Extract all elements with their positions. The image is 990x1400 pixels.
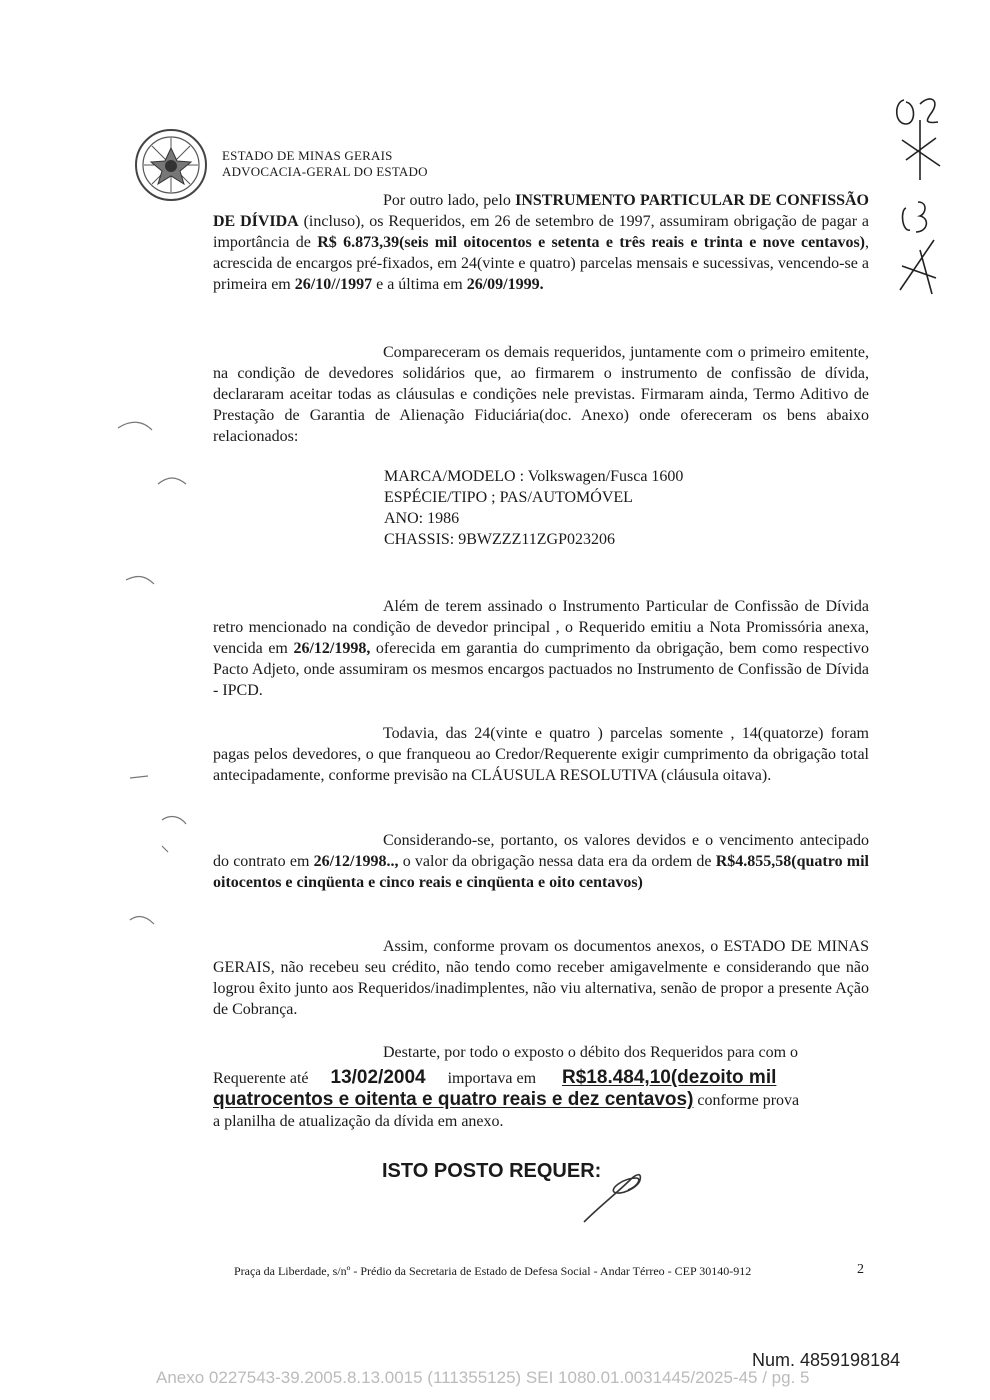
paragraph-5 [213, 830, 869, 893]
paragraph-4 [213, 723, 869, 786]
letterhead-agency: ADVOCACIA-GERAL DO ESTADO [222, 164, 428, 179]
p7-line-4: a planilha de atualização da dívida em anexo. [213, 1113, 504, 1130]
handwritten-initials [880, 90, 960, 300]
p2-text: Compareceram os demais requeridos, juntamente com o primeiro emitente, na condição de devedores solidários que, ao firmarem o instrumento de confissão de dívida, declararam aceitar todas as cláusulas e condições nele previstas. Firmaram ainda, Termo Aditivo de Prestação de Garantia de Alienação Fiduciária(doc. Anexo) onde ofereceram os bens abaixo relacionados: [213, 344, 869, 445]
p3-date: 26/12/1998, [293, 640, 371, 657]
coat-of-arms-seal [134, 128, 208, 202]
p7-line-1: Destarte, por todo o exposto o débito dos Requeridos para com o [383, 1044, 799, 1061]
document-number-stamp: Num. 4859198184 [752, 1350, 901, 1370]
p7-amount-b: quatrocentos e oitenta e quatro reais e dez centavos) [213, 1089, 694, 1110]
letterhead [222, 148, 428, 180]
letterhead-state: ESTADO DE MINAS GERAIS [222, 148, 393, 163]
p7-importava: importava em [447, 1070, 537, 1087]
p7-date: 13/02/2004 [330, 1067, 426, 1088]
vehicle-chassis: CHASSIS: 9BWZZZ11ZGP023206 [384, 531, 615, 548]
p1-text-g: e a última em [372, 276, 467, 293]
p7-amount-a: R$18.484,10(dezoito mil [562, 1067, 777, 1088]
vehicle-type: ESPÉCIE/TIPO ; PAS/AUTOMÓVEL [384, 489, 633, 506]
p5-amount: R$4.855,58(quatro mil oitocentos e cinqüenta e cinco reais e cinqüenta e oito centavos) [213, 853, 869, 891]
page-number: 2 [857, 1262, 864, 1277]
p1-text-a: Por outro lado, pelo [383, 192, 516, 209]
p7-requerente: Requerente até [213, 1070, 309, 1087]
vehicle-details [384, 466, 683, 550]
p6-text: Assim, conforme provam os documentos anexos, o ESTADO DE MINAS GERAIS, não recebeu seu crédito, não tendo como receber amigavelmente e considerando que não logrou êxito junto aos Requeridos/inadimplentes, não viu alternativa, senão de propor a presente Ação de Cobrança. [213, 938, 869, 1018]
p5-date: 26/12/1998.., [313, 853, 399, 870]
footer-address: Praça da Liberdade, s/nº - Prédio da Secretaria de Estado de Defesa Social - Andar Térreo - CEP 30140-912 [234, 1264, 752, 1278]
p5-text-a: Considerando-se, portanto, os valores devidos e o vencimento antecipado do contrato em [213, 832, 869, 870]
p7-conforme: conforme prova [693, 1092, 800, 1109]
paragraph-7 [213, 1042, 869, 1132]
signature-scribble [580, 1166, 650, 1226]
p1-text-e: , acrescida de encargos pré-fixados, em 24(vinte e quatro) parcelas mensais e sucessivas, vencendo-se a primeira em [213, 234, 869, 293]
p1-text-c: (incluso), os Requeridos, em 26 de setembro de 1997, assumiram obrigação de pagar a importância de [213, 213, 869, 251]
paragraph-1 [213, 190, 869, 295]
closing-request: ISTO POSTO REQUER: [382, 1160, 602, 1182]
p7-line-2 [213, 1067, 869, 1089]
p3-text-c: oferecida em garantia do cumprimento da obrigação, bem como respectivo Pacto Adjeto, onde assumiram os mesmos encargos pactuados no Instrumento de Confissão de Dívida - IPCD. [213, 640, 869, 699]
paragraph-6 [213, 936, 869, 1020]
p1-instrument-title: INSTRUMENTO PARTICULAR DE CONFISSÃO DE DÍVIDA [213, 192, 870, 230]
annex-watermark: Anexo 0227543-39.2005.8.13.0015 (111355125) SEI 1080.01.0031445/2025-45 / pg. 5 [156, 1368, 810, 1387]
vehicle-year: ANO: 1986 [384, 510, 460, 527]
paragraph-2 [213, 342, 869, 447]
paragraph-3 [213, 596, 869, 701]
p5-text-c: o valor da obrigação nessa data era da ordem de [398, 853, 716, 870]
p1-amount: R$ 6.873,39(seis mil oitocentos e setenta e três reais e trinta e nove centavos) [317, 234, 865, 251]
p7-line-3 [213, 1089, 869, 1111]
p1-first-date: 26/10//1997 [294, 276, 373, 293]
p3-text-a: Além de terem assinado o Instrumento Particular de Confissão de Dívida retro mencionado na condição de devedor principal , o Requerido emitiu a Nota Promissória anexa, vencida em [213, 598, 869, 657]
vehicle-make-model: MARCA/MODELO : Volkswagen/Fusca 1600 [384, 468, 684, 485]
p1-last-date: 26/09/1999. [466, 276, 544, 293]
p4-text: Todavia, das 24(vinte e quatro ) parcelas somente , 14(quatorze) foram pagas pelos devedores, o que franqueou ao Credor/Requerente exigir cumprimento da obrigação total antecipadamente, conforme previsão na CLÁUSULA RESOLUTIVA (cláusula oitava). [213, 725, 869, 784]
